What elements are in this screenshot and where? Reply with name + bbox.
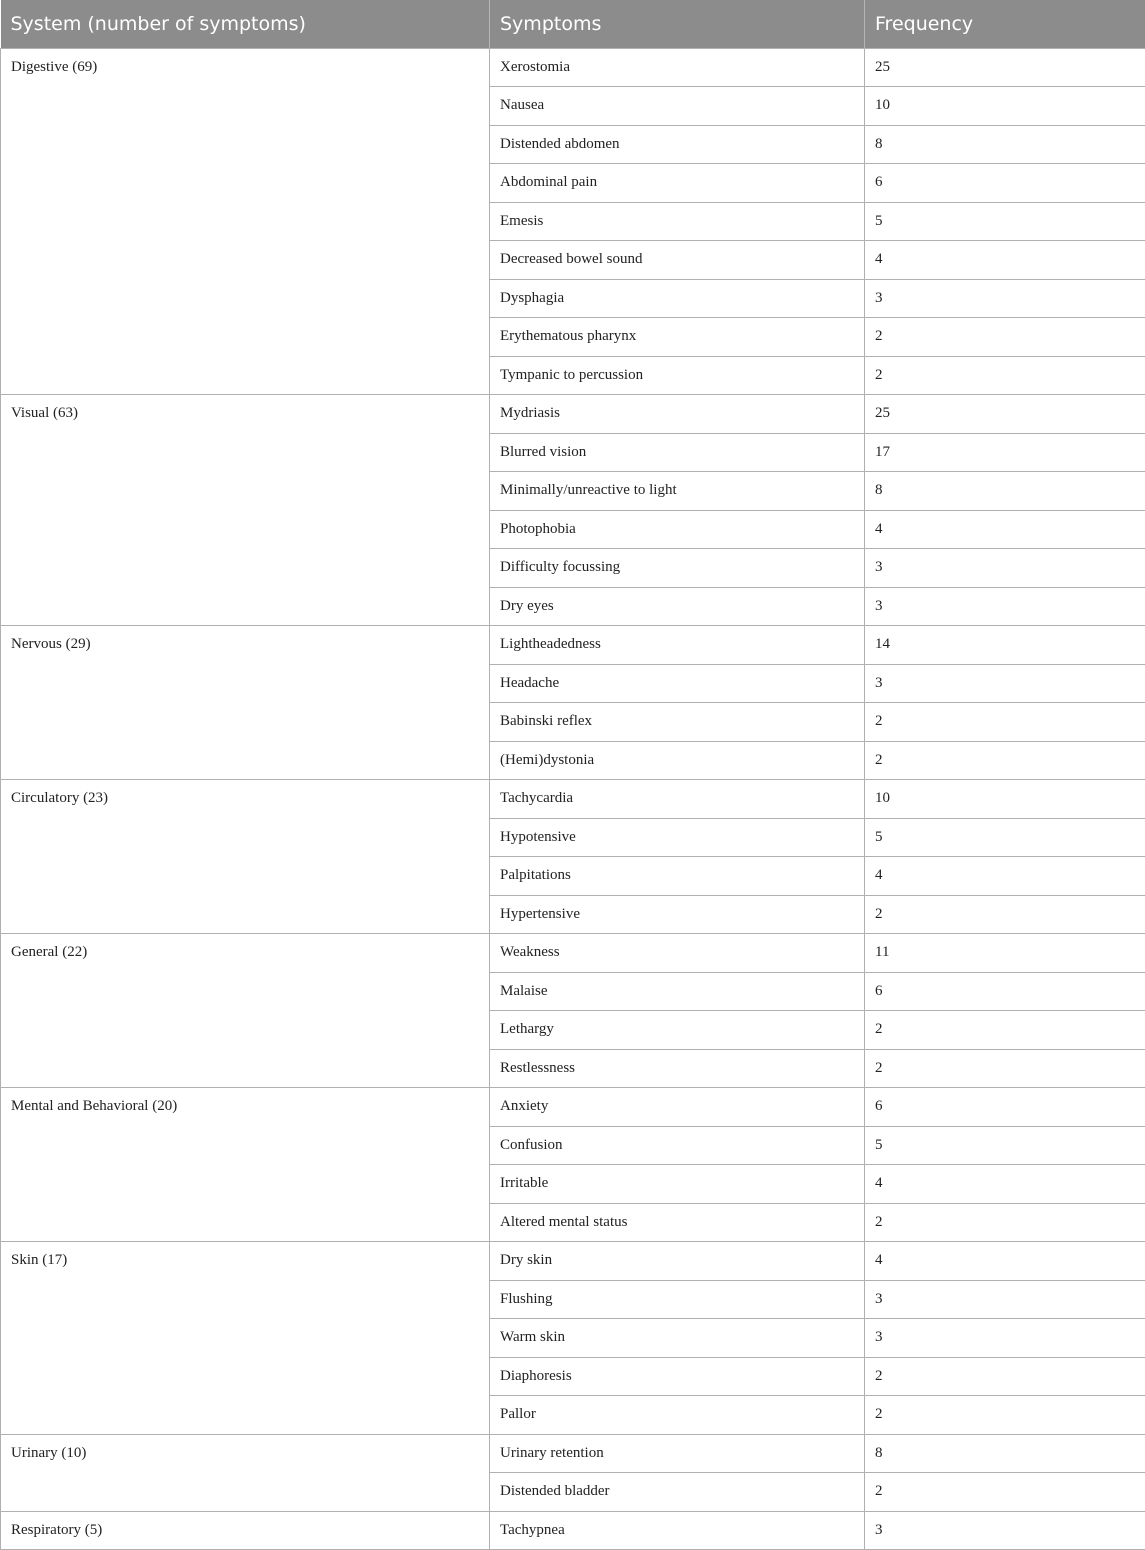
- symptom-cell: Nausea: [490, 87, 865, 126]
- frequency-cell: 2: [865, 1473, 1145, 1512]
- symptom-cell: Dysphagia: [490, 279, 865, 318]
- frequency-cell: 3: [865, 279, 1145, 318]
- symptom-cell: Malaise: [490, 972, 865, 1011]
- symptom-cell: Distended abdomen: [490, 125, 865, 164]
- symptom-cell: Lethargy: [490, 1011, 865, 1050]
- system-cell: Visual (63): [1, 395, 490, 626]
- system-cell: Digestive (69): [1, 48, 490, 395]
- frequency-cell: 17: [865, 433, 1145, 472]
- frequency-cell: 6: [865, 164, 1145, 203]
- symptom-cell: Hypotensive: [490, 818, 865, 857]
- symptom-cell: Abdominal pain: [490, 164, 865, 203]
- symptom-cell: Irritable: [490, 1165, 865, 1204]
- frequency-cell: 6: [865, 1088, 1145, 1127]
- symptom-cell: Diaphoresis: [490, 1357, 865, 1396]
- symptom-cell: Dry eyes: [490, 587, 865, 626]
- header-frequency: Frequency: [865, 0, 1145, 48]
- frequency-cell: 5: [865, 202, 1145, 241]
- frequency-cell: 11: [865, 934, 1145, 973]
- frequency-cell: 5: [865, 1126, 1145, 1165]
- table-body: [1, 48, 1145, 1550]
- symptom-cell: Erythematous pharynx: [490, 318, 865, 357]
- frequency-cell: 4: [865, 241, 1145, 280]
- frequency-cell: 2: [865, 703, 1145, 742]
- header-symptoms: Symptoms: [490, 0, 865, 48]
- frequency-cell: 2: [865, 1203, 1145, 1242]
- symptom-cell: (Hemi)dystonia: [490, 741, 865, 780]
- table-row: [1, 1242, 1145, 1281]
- symptom-cell: Dry skin: [490, 1242, 865, 1281]
- symptom-cell: Tachycardia: [490, 780, 865, 819]
- system-cell: Circulatory (23): [1, 780, 490, 934]
- header-system: System (number of symptoms): [1, 0, 490, 48]
- symptom-cell: Restlessness: [490, 1049, 865, 1088]
- symptom-cell: Pallor: [490, 1396, 865, 1435]
- frequency-cell: 8: [865, 1434, 1145, 1473]
- frequency-cell: 3: [865, 587, 1145, 626]
- symptom-cell: Photophobia: [490, 510, 865, 549]
- frequency-cell: 2: [865, 1357, 1145, 1396]
- table-row: [1, 626, 1145, 665]
- system-cell: Skin (17): [1, 1242, 490, 1435]
- symptom-cell: Urinary retention: [490, 1434, 865, 1473]
- symptom-cell: Difficulty focussing: [490, 549, 865, 588]
- system-cell: Mental and Behavioral (20): [1, 1088, 490, 1242]
- frequency-cell: 2: [865, 741, 1145, 780]
- table-row: [1, 1434, 1145, 1473]
- symptom-cell: Mydriasis: [490, 395, 865, 434]
- system-cell: Respiratory (5): [1, 1511, 490, 1550]
- table-row: [1, 1511, 1145, 1550]
- symptom-cell: Confusion: [490, 1126, 865, 1165]
- frequency-cell: 2: [865, 1011, 1145, 1050]
- frequency-cell: 3: [865, 1319, 1145, 1358]
- frequency-cell: 2: [865, 356, 1145, 395]
- system-cell: Nervous (29): [1, 626, 490, 780]
- symptom-cell: Hypertensive: [490, 895, 865, 934]
- symptom-cell: Lightheadedness: [490, 626, 865, 665]
- frequency-cell: 3: [865, 549, 1145, 588]
- table-row: [1, 1088, 1145, 1127]
- table-row: [1, 395, 1145, 434]
- symptom-cell: Blurred vision: [490, 433, 865, 472]
- frequency-cell: 5: [865, 818, 1145, 857]
- symptom-cell: Xerostomia: [490, 48, 865, 87]
- symptom-cell: Anxiety: [490, 1088, 865, 1127]
- symptom-cell: Babinski reflex: [490, 703, 865, 742]
- symptom-cell: Flushing: [490, 1280, 865, 1319]
- symptom-cell: Altered mental status: [490, 1203, 865, 1242]
- frequency-cell: 8: [865, 472, 1145, 511]
- frequency-cell: 10: [865, 780, 1145, 819]
- frequency-cell: 6: [865, 972, 1145, 1011]
- frequency-cell: 3: [865, 664, 1145, 703]
- table-row: [1, 780, 1145, 819]
- table-row: [1, 934, 1145, 973]
- table-row: [1, 48, 1145, 87]
- system-cell: Urinary (10): [1, 1434, 490, 1511]
- frequency-cell: 25: [865, 48, 1145, 87]
- header-row: [1, 0, 1145, 48]
- symptom-cell: Minimally/unreactive to light: [490, 472, 865, 511]
- symptom-cell: Distended bladder: [490, 1473, 865, 1512]
- frequency-cell: 10: [865, 87, 1145, 126]
- frequency-cell: 3: [865, 1280, 1145, 1319]
- frequency-cell: 2: [865, 1396, 1145, 1435]
- frequency-cell: 25: [865, 395, 1145, 434]
- symptom-cell: Weakness: [490, 934, 865, 973]
- symptom-cell: Palpitations: [490, 857, 865, 896]
- frequency-cell: 8: [865, 125, 1145, 164]
- symptom-cell: Emesis: [490, 202, 865, 241]
- frequency-cell: 4: [865, 510, 1145, 549]
- frequency-cell: 3: [865, 1511, 1145, 1550]
- frequency-cell: 2: [865, 1049, 1145, 1088]
- symptom-cell: Warm skin: [490, 1319, 865, 1358]
- symptom-cell: Tympanic to percussion: [490, 356, 865, 395]
- frequency-cell: 2: [865, 318, 1145, 357]
- symptom-cell: Decreased bowel sound: [490, 241, 865, 280]
- frequency-cell: 4: [865, 1165, 1145, 1204]
- symptom-cell: Headache: [490, 664, 865, 703]
- frequency-cell: 4: [865, 1242, 1145, 1281]
- system-cell: General (22): [1, 934, 490, 1088]
- symptom-cell: Tachypnea: [490, 1511, 865, 1550]
- frequency-cell: 4: [865, 857, 1145, 896]
- frequency-cell: 2: [865, 895, 1145, 934]
- frequency-cell: 14: [865, 626, 1145, 665]
